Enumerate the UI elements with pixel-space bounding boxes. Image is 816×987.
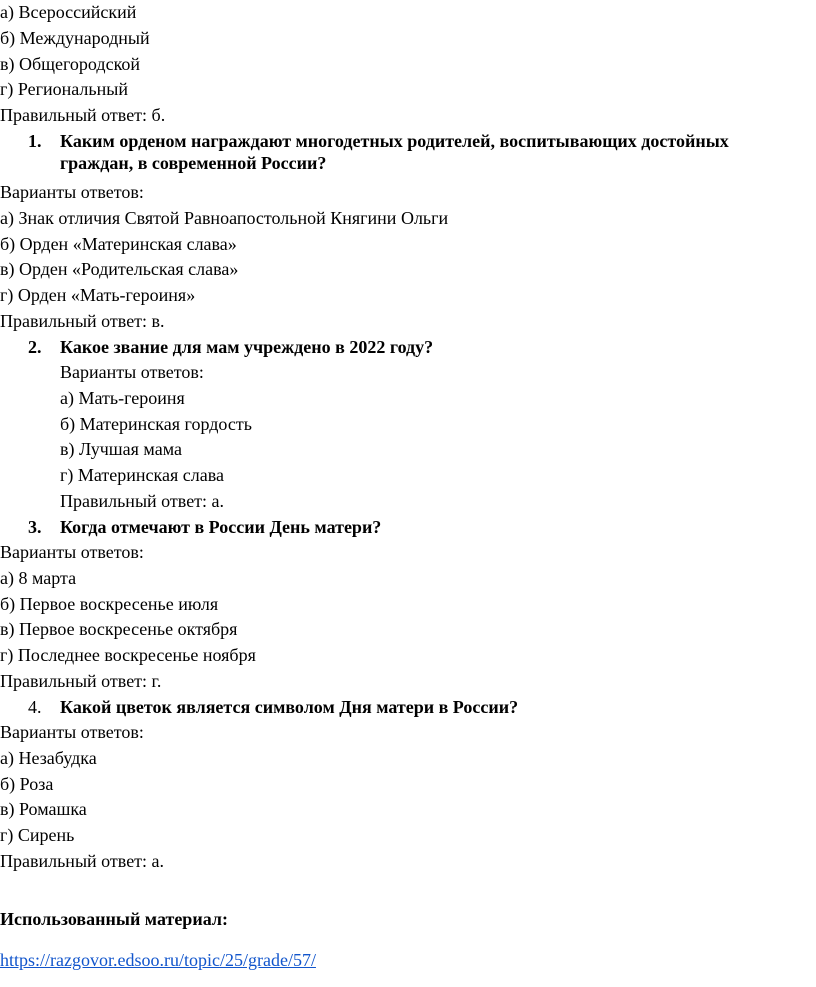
source-link-line <box>0 949 316 971</box>
question-text: Какое звание для мам учреждено в 2022 году? <box>60 337 434 357</box>
question-4 <box>0 696 816 718</box>
question-number: 2. <box>28 337 42 357</box>
variants-label: Варианты ответов: <box>0 182 144 202</box>
answer-option: б) Первое воскресенье июля <box>0 594 219 614</box>
intro-option: в) Общегородской <box>0 54 141 74</box>
answer-option: а) 8 марта <box>0 568 77 588</box>
intro-option: г) Региональный <box>0 79 128 99</box>
question-3 <box>0 516 816 538</box>
question-2 <box>0 336 816 358</box>
variants-label: Варианты ответов: <box>60 362 204 382</box>
correct-answer: Правильный ответ: г. <box>0 671 162 691</box>
answer-option: в) Лучшая мама <box>60 439 182 459</box>
answer-option: г) Материнская слава <box>60 465 224 485</box>
answer-option: г) Сирень <box>0 825 75 845</box>
answer-option: б) Орден «Материнская слава» <box>0 234 237 254</box>
answer-option: в) Ромашка <box>0 799 87 819</box>
answer-option: г) Орден «Мать-героиня» <box>0 285 196 305</box>
intro-option: б) Международный <box>0 28 150 48</box>
intro-option: а) Всероссийский <box>0 2 137 22</box>
answer-option: в) Орден «Родительская слава» <box>0 259 239 279</box>
correct-answer: Правильный ответ: а. <box>0 851 165 871</box>
answer-option: г) Последнее воскресенье ноября <box>0 645 256 665</box>
variants-label: Варианты ответов: <box>0 542 144 562</box>
correct-answer: Правильный ответ: а. <box>60 491 225 511</box>
intro-answer: Правильный ответ: б. <box>0 105 166 125</box>
question-text: Какой цветок является символом Дня матери в России? <box>60 697 519 717</box>
question-number: 3. <box>28 517 42 537</box>
source-link[interactable]: https://razgovor.edsoo.ru/topic/25/grade/57/ <box>0 950 316 970</box>
sources-heading: Использованный материал: <box>0 909 228 929</box>
question-number: 1. <box>28 131 42 151</box>
answer-option: б) Материнская гордость <box>60 414 252 434</box>
answer-option: а) Незабудка <box>0 748 97 768</box>
variants-label: Варианты ответов: <box>0 722 144 742</box>
answer-option: б) Роза <box>0 774 54 794</box>
answer-option: а) Мать-героиня <box>60 388 185 408</box>
question-number: 4. <box>28 697 42 717</box>
question-text: Каким орденом награждают многодетных родителей, воспитывающих достойных граждан, в современной России? <box>60 131 729 173</box>
question-text: Когда отмечают в России День матери? <box>60 517 382 537</box>
answer-option: а) Знак отличия Святой Равноапостольной Княгини Ольги <box>0 208 449 228</box>
question-1 <box>0 130 816 180</box>
correct-answer: Правильный ответ: в. <box>0 311 165 331</box>
answer-option: в) Первое воскресенье октября <box>0 619 238 639</box>
